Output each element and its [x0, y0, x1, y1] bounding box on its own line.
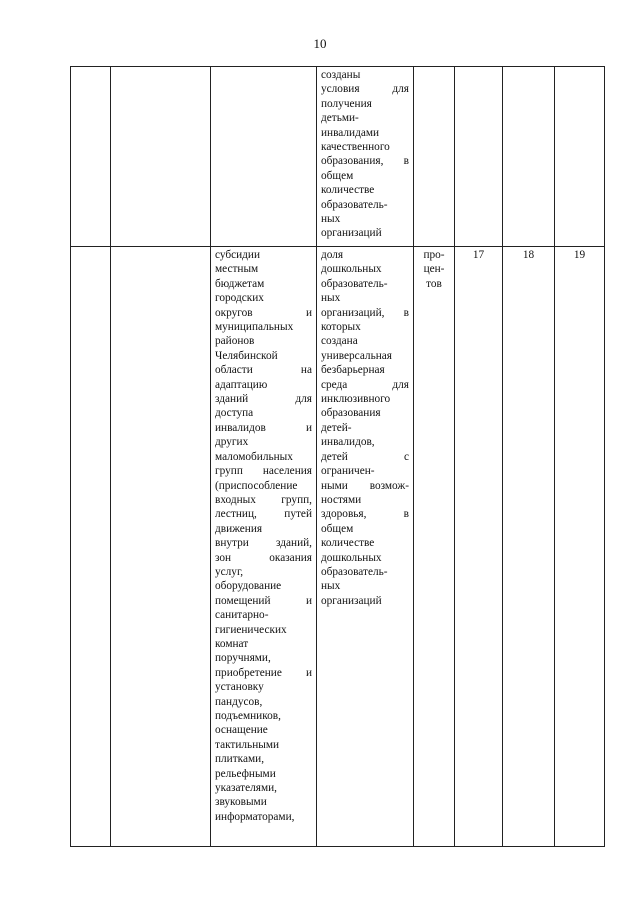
- cell-value: [455, 67, 503, 247]
- cell-value-2: 18: [503, 247, 555, 847]
- measure-text-line: пандусов,: [215, 695, 263, 708]
- cell-value-1: 17: [455, 247, 503, 847]
- measure-text-line: плитками,: [215, 753, 265, 766]
- measure-text-line: информаторами,: [215, 810, 295, 823]
- indicator-text-line: среда для: [321, 378, 409, 391]
- indicator-text-line: инвалидами: [321, 126, 380, 139]
- measure-text-line: звуковыми: [215, 796, 267, 809]
- measure-text-line: области на: [215, 364, 312, 377]
- measure-text-line: тактильными: [215, 738, 280, 751]
- cell-number: [71, 67, 111, 247]
- measure-text-line: подъемников,: [215, 710, 281, 722]
- indicator-text-line: организаций: [321, 594, 382, 607]
- unit-text-line: цен-: [423, 263, 445, 276]
- indicator-text-line: которых: [321, 321, 361, 334]
- indicator-text-line: ностями: [321, 493, 362, 506]
- indicator-text-line: дошкольных: [321, 551, 382, 564]
- cell-task: [111, 67, 211, 247]
- measure-text-line: поручнями,: [215, 652, 271, 665]
- cell-measure: [211, 247, 317, 847]
- indicator-text-line: ных: [321, 213, 341, 226]
- measure-text-line: Челябинской: [215, 349, 278, 362]
- indicator-text-line: организаций: [321, 227, 382, 240]
- measure-text-line: рельефными: [215, 767, 276, 780]
- cell-indicator: [317, 67, 414, 247]
- measure-text-line: городских: [215, 292, 264, 305]
- measure-text-line: внутри зданий,: [215, 537, 312, 550]
- indicator-text-line: количестве: [321, 184, 375, 197]
- indicator-text-line: образования: [321, 407, 381, 420]
- measure-text-line: субсидии: [215, 249, 261, 261]
- indicator-text-line: образователь-: [321, 565, 388, 578]
- indicator-text-line: получения: [321, 97, 372, 110]
- measure-text-line: районов: [215, 335, 255, 348]
- measure-text-line: указателями,: [215, 782, 277, 795]
- indicator-text-line: образователь-: [321, 277, 388, 290]
- indicator-text-line: безбарьерная: [321, 364, 385, 377]
- indicator-text-line: инвалидов,: [321, 436, 375, 449]
- measure-text-line: зданий для: [215, 393, 312, 406]
- measure-text-line: оборудование: [215, 580, 282, 593]
- measure-text-line: муниципальных: [215, 321, 294, 334]
- indicator-text-line: качественного: [321, 141, 390, 154]
- unit-text-line: про-: [423, 249, 445, 261]
- indicator-text-line: ными возмож-: [321, 479, 409, 492]
- measure-text-line: групп населения: [215, 465, 312, 478]
- cell-number: [71, 247, 111, 847]
- cell-value: [503, 67, 555, 247]
- program-table: [70, 66, 605, 847]
- indicator-text-line: ных: [321, 292, 341, 305]
- indicator-text-line: общем: [321, 169, 354, 182]
- cell-value: [555, 67, 605, 247]
- table-row: [71, 67, 605, 247]
- measure-text-line: местным: [215, 263, 259, 276]
- cell-unit: [414, 247, 455, 847]
- indicator-text-line: организаций, в: [321, 306, 409, 319]
- measure-text-line: услуг,: [215, 565, 244, 578]
- measure-text-line: движения: [215, 522, 263, 535]
- measure-text-line: гигиенических: [215, 623, 287, 636]
- indicator-text-line: количестве: [321, 537, 375, 550]
- measure-text-line: приобретение и: [215, 666, 312, 679]
- indicator-text-line: инклюзивного: [321, 393, 391, 406]
- cell-indicator: [317, 247, 414, 847]
- measure-text-line: округов и: [215, 306, 312, 319]
- measure-text-line: установку: [215, 681, 264, 694]
- indicator-text-line: ных: [321, 580, 341, 593]
- page-number: 10: [313, 36, 327, 51]
- table-row: [71, 247, 605, 847]
- cell-measure: [211, 67, 317, 247]
- indicator-text-line: детей с: [321, 450, 409, 463]
- measure-text-line: адаптацию: [215, 378, 268, 391]
- indicator-text-line: здоровья, в: [321, 508, 409, 521]
- indicator-text-line: универсальная: [321, 349, 392, 362]
- unit-text-line: тов: [426, 277, 442, 290]
- measure-text-line: оснащение: [215, 724, 268, 737]
- indicator-text-line: созданы: [321, 69, 361, 81]
- measure-text-line: помещений и: [215, 594, 312, 607]
- indicator-text-line: ограничен-: [321, 465, 375, 478]
- cell-task: [111, 247, 211, 847]
- indicator-text-line: доля: [321, 249, 344, 261]
- indicator-text-line: образователь-: [321, 198, 388, 211]
- indicator-text-line: дошкольных: [321, 263, 382, 276]
- measure-text-line: маломобильных: [215, 450, 293, 463]
- indicator-text-line: детей-: [321, 421, 352, 434]
- measure-text-line: (приспособление: [215, 479, 298, 492]
- cell-value-3: 19: [555, 247, 605, 847]
- measure-text-line: входных групп,: [215, 493, 312, 506]
- indicator-text-line: детьми-: [321, 112, 359, 125]
- measure-text-line: доступа: [215, 407, 254, 420]
- cell-unit: [414, 67, 455, 247]
- indicator-text-line: общем: [321, 522, 354, 535]
- measure-text-line: зон оказания: [215, 551, 312, 564]
- indicator-text-line: образования, в: [321, 155, 409, 168]
- measure-text-line: лестниц, путей: [215, 508, 312, 521]
- indicator-text-line: создана: [321, 335, 358, 348]
- measure-text-line: санитарно-: [215, 609, 269, 622]
- measure-text-line: комнат: [215, 637, 249, 650]
- measure-text-line: инвалидов и: [215, 421, 312, 434]
- indicator-text-line: условия для: [321, 83, 409, 96]
- measure-text-line: других: [215, 436, 249, 449]
- measure-text-line: бюджетам: [215, 277, 265, 290]
